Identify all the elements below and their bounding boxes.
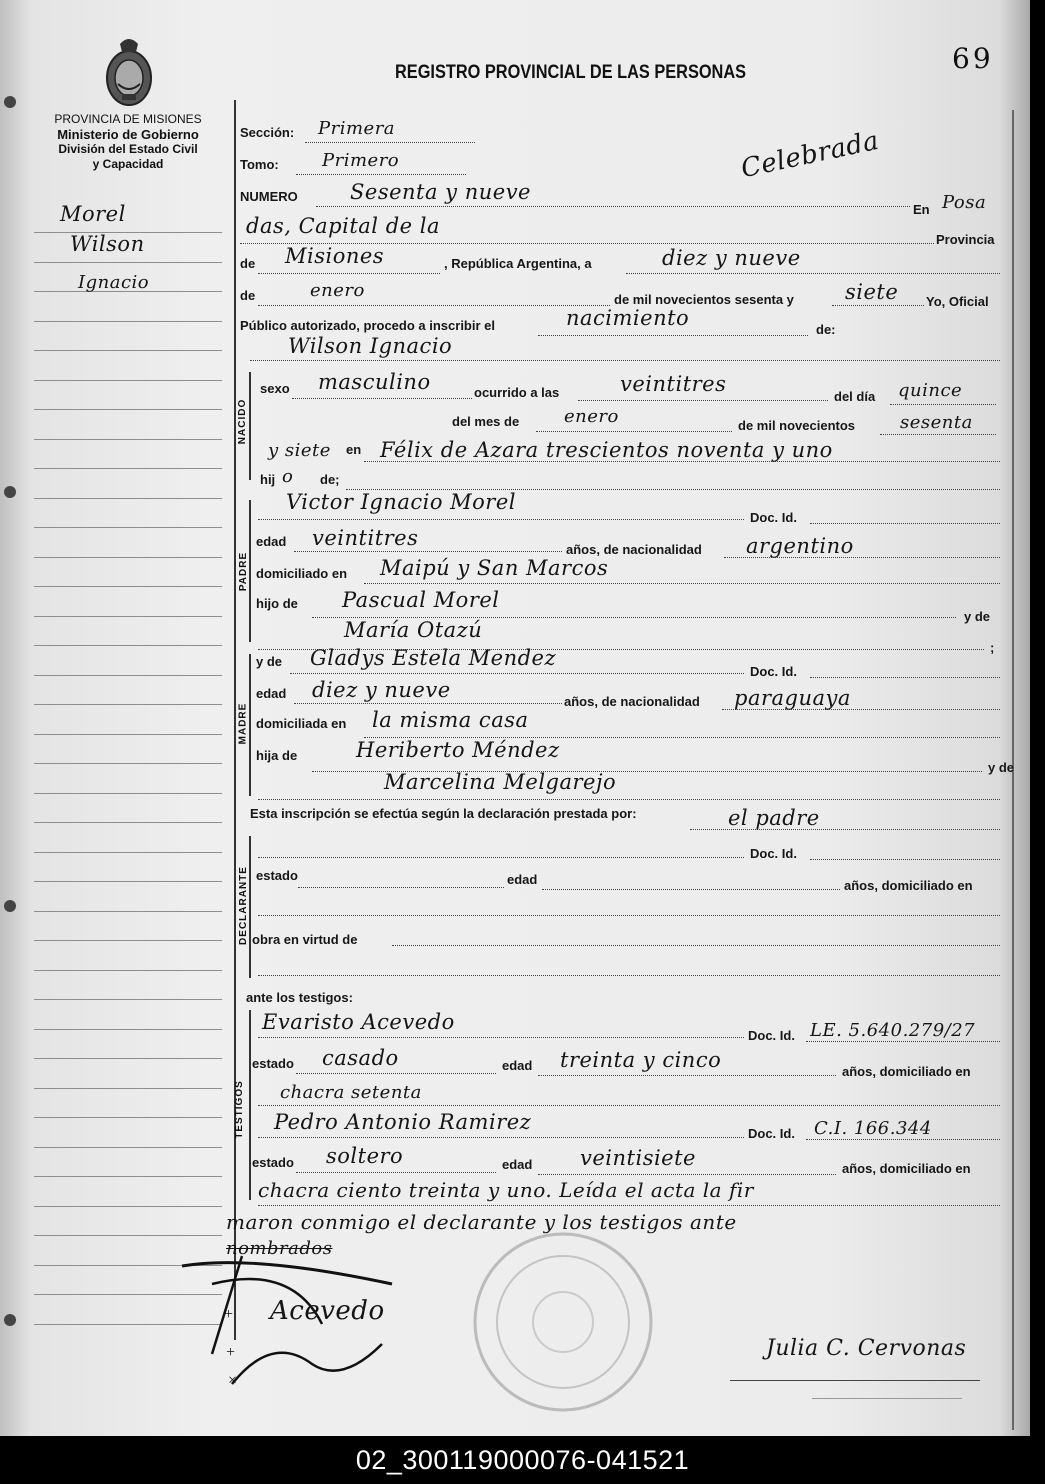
tomo-value: Primero <box>322 150 400 171</box>
signature-oficial: Julia C. Cervonas <box>766 1336 967 1361</box>
ante-testigos-label: ante los testigos: <box>246 990 353 1005</box>
margin-ruled-line <box>34 793 222 794</box>
padre-dom-value: Maipú y San Marcos <box>380 556 609 580</box>
mil-nov-label: de mil novecientos <box>738 418 856 433</box>
testigo2-edad-value: veintisiete <box>580 1146 696 1170</box>
declarante-edad-label: edad <box>507 872 538 887</box>
sexo-value: masculino <box>318 370 431 394</box>
testigo2-anos-label: años, domiciliado en <box>842 1161 971 1176</box>
margin-ruled-line <box>34 1029 222 1030</box>
abuelo-m-value: Heriberto Méndez <box>356 738 560 762</box>
margin-ruled-line <box>34 262 222 263</box>
sexo-label: sexo <box>260 381 290 396</box>
de-label-2: de <box>240 288 256 303</box>
del-dia-label: del día <box>834 389 876 404</box>
margin-ruled-line <box>34 970 222 971</box>
section-label-nacido: NACIDO <box>237 398 249 445</box>
yo-oficial-label: Yo, Oficial <box>926 294 989 309</box>
margin-ruled-line <box>34 527 222 528</box>
hijo-suffix-value: o <box>282 466 294 487</box>
anio-value: siete <box>845 280 899 304</box>
seccion-value: Primera <box>318 118 396 139</box>
main-border-line <box>234 100 236 1340</box>
margin-ruled-line <box>34 1058 222 1059</box>
margin-ruled-line <box>34 704 222 705</box>
testigo2-edad-label: edad <box>502 1157 533 1172</box>
official-seal-stamp <box>468 1222 658 1422</box>
de-mil-label: de mil novecientos sesenta y <box>614 292 794 307</box>
esta-inscripcion-label: Esta inscripción se efectúa según la declaración prestada por: <box>250 806 637 821</box>
testigo1-dom-value: chacra setenta <box>280 1082 422 1103</box>
padre-hijo-de-label: hijo de <box>256 596 298 611</box>
tomo-label: Tomo: <box>240 157 279 172</box>
padre-doc-label: Doc. Id. <box>750 510 797 525</box>
hijo-label: hij <box>260 472 276 487</box>
testigo2-doc-label: Doc. Id. <box>748 1126 795 1141</box>
signature-mark: + <box>226 1344 236 1361</box>
section-label-declarante: DECLARANTE <box>237 866 249 945</box>
obra-label: obra en virtud de <box>252 932 358 947</box>
section-line-madre <box>249 654 251 796</box>
section-label-testigos: TESTIGOS <box>233 1080 245 1139</box>
margin-ruled-line <box>34 468 222 469</box>
madre-hija-de-label: hija de <box>256 748 298 763</box>
margin-ruled-line <box>34 999 222 1000</box>
declarante-value: el padre <box>728 806 820 830</box>
padre-anos-label: años, de nacionalidad <box>566 542 702 557</box>
declarante-anos-label: años, domiciliado en <box>844 878 973 893</box>
dia-value: diez y nueve <box>662 246 801 270</box>
nombre-value: Wilson Ignacio <box>288 334 453 358</box>
numero-label: NUMERO <box>240 189 298 204</box>
testigo1-estado-value: casado <box>322 1046 399 1070</box>
margin-ruled-line <box>34 616 222 617</box>
margin-ruled-line <box>34 734 222 735</box>
madre-edad-label: edad <box>256 686 287 701</box>
testigo1-doc-value: LE. 5.640.279/27 <box>810 1020 976 1041</box>
anio-nac-cont-value: y siete <box>268 440 331 461</box>
margin-ruled-line <box>34 645 222 646</box>
acto-value: nacimiento <box>566 306 690 330</box>
madre-dom-label: domiciliada en <box>256 716 347 731</box>
padre-nac-value: argentino <box>746 534 854 558</box>
declarante-estado-label: estado <box>256 868 298 883</box>
hora-value: veintitres <box>620 372 727 396</box>
margin-ruled-line <box>34 350 222 351</box>
section-label-padre: PADRE <box>238 551 250 592</box>
margin-ruled-line <box>34 940 222 941</box>
coat-of-arms-icon <box>100 34 158 110</box>
mes-value: enero <box>310 280 365 301</box>
section-label-madre: MADRE <box>237 702 249 745</box>
margin-ruled-line <box>34 1206 222 1207</box>
margin-ruled-line <box>34 498 222 499</box>
anio-nac-value: sesenta <box>900 412 973 433</box>
binding-hole <box>4 96 16 108</box>
page-title: REGISTRO PROVINCIAL DE LAS PERSONAS <box>395 62 747 83</box>
testigo1-edad-value: treinta y cinco <box>560 1048 722 1072</box>
del-mes-label: del mes de <box>452 414 520 429</box>
testigo1-doc-label: Doc. Id. <box>748 1028 795 1043</box>
testigo1-estado-label: estado <box>252 1056 294 1071</box>
margin-ruled-line <box>34 675 222 676</box>
padre-y-de-label: y de <box>964 609 991 624</box>
ocurrido-label: ocurrido a las <box>474 385 560 400</box>
margin-ruled-line <box>34 881 222 882</box>
margin-surname: Morel <box>60 202 126 226</box>
de-label: de <box>240 256 256 271</box>
margin-ruled-line <box>34 557 222 558</box>
madre-nombre-value: Gladys Estela Mendez <box>310 646 557 670</box>
lugar-nac-value: Félix de Azara trescientos noventa y uno <box>380 438 833 462</box>
de-colon-label: de: <box>816 322 836 337</box>
abuela-p-value: María Otazú <box>344 618 483 642</box>
margin-name-1: Wilson <box>70 232 145 256</box>
madre-anos-label: años, de nacionalidad <box>564 694 700 709</box>
margin-ruled-line <box>34 586 222 587</box>
closing-line-2: nombrados <box>226 1238 333 1259</box>
margin-ruled-line <box>34 1117 222 1118</box>
org-province: PROVINCIA DE MISIONES <box>54 112 202 126</box>
margin-ruled-line <box>34 380 222 381</box>
signature-mark: + <box>224 1306 234 1323</box>
scan-identifier: 02_300119000076-041521 <box>0 1436 1045 1484</box>
dia-nac-value: quince <box>898 380 963 401</box>
padre-semicolon: ; <box>990 640 995 655</box>
madre-nac-value: paraguaya <box>734 686 851 710</box>
page-number: 69 <box>952 42 994 75</box>
margin-name-2: Ignacio <box>78 272 150 293</box>
testigo2-nombre-value: Pedro Antonio Ramirez <box>274 1110 532 1134</box>
margin-ruled-line <box>34 822 222 823</box>
en-label-2: en <box>346 442 362 457</box>
madre-doc-label: Doc. Id. <box>750 664 797 679</box>
section-line-padre <box>249 500 251 642</box>
publico-label: Público autorizado, procedo a inscribir el <box>240 318 495 333</box>
margin-ruled-line <box>34 763 222 764</box>
org-block <box>22 112 234 172</box>
en-label: En <box>913 202 930 217</box>
margin-ruled-line <box>34 1088 222 1089</box>
madre-y-de-label: y de <box>256 654 283 669</box>
padre-edad-value: veintitres <box>312 526 419 550</box>
republica-label: , República Argentina, a <box>444 256 592 271</box>
binding-hole <box>4 900 16 912</box>
binding-hole <box>4 1314 16 1326</box>
declarante-doc-label: Doc. Id. <box>750 846 797 861</box>
hijo-de-label: de; <box>320 472 340 487</box>
seccion-label: Sección: <box>240 125 295 140</box>
margin-ruled-line <box>34 439 222 440</box>
numero-value: Sesenta y nueve <box>350 180 531 204</box>
testigo2-estado-label: estado <box>252 1155 294 1170</box>
margin-ruled-line <box>34 1147 222 1148</box>
closing-line-1: maron conmigo el declarante y los testigos ante <box>226 1210 737 1234</box>
org-division: División del Estado Civil <box>58 142 198 156</box>
margin-ruled-line <box>34 409 222 410</box>
signature-mark: × <box>228 1372 238 1389</box>
abuela-m-value: Marcelina Melgarejo <box>384 770 617 794</box>
testigo1-anos-label: años, domiciliado en <box>842 1064 971 1079</box>
section-line-declarante <box>249 836 251 978</box>
testigo2-dom-value: chacra ciento treinta y uno. Leída el acta la fir <box>258 1178 754 1202</box>
padre-nombre-value: Victor Ignacio Morel <box>286 490 516 514</box>
margin-ruled-line <box>34 1235 222 1236</box>
madre-y-de-label-2: y de <box>988 760 1015 775</box>
en-place-value: Posa <box>942 192 987 213</box>
provincia-label: Provincia <box>936 232 995 247</box>
place-cont-value: das, Capital de la <box>246 214 440 238</box>
margin-ruled-line <box>34 321 222 322</box>
org-ministry: Ministerio de Gobierno <box>57 127 199 142</box>
madre-dom-value: la misma casa <box>372 708 529 732</box>
binding-hole <box>4 486 16 498</box>
testigo1-nombre-value: Evaristo Acevedo <box>262 1010 455 1034</box>
provincia-value: Misiones <box>285 244 385 268</box>
testigo1-edad-label: edad <box>502 1058 533 1073</box>
testigo2-doc-value: C.I. 166.344 <box>814 1118 932 1139</box>
margin-ruled-line <box>34 852 222 853</box>
signature-acevedo: Acevedo <box>270 1296 385 1326</box>
org-capacity: y Capacidad <box>92 157 164 171</box>
madre-edad-value: diez y nueve <box>312 678 451 702</box>
celebrada-annotation: Celebrada <box>738 125 882 185</box>
section-line-testigos <box>249 1010 251 1200</box>
padre-edad-label: edad <box>256 534 287 549</box>
mes-nac-value: enero <box>564 406 619 427</box>
abuelo-p-value: Pascual Morel <box>342 588 500 612</box>
margin-ruled-line <box>34 1176 222 1177</box>
margin-ruled-line <box>34 911 222 912</box>
testigo2-estado-value: soltero <box>326 1144 404 1168</box>
padre-dom-label: domiciliado en <box>256 566 348 581</box>
section-line-nacido <box>249 372 251 480</box>
